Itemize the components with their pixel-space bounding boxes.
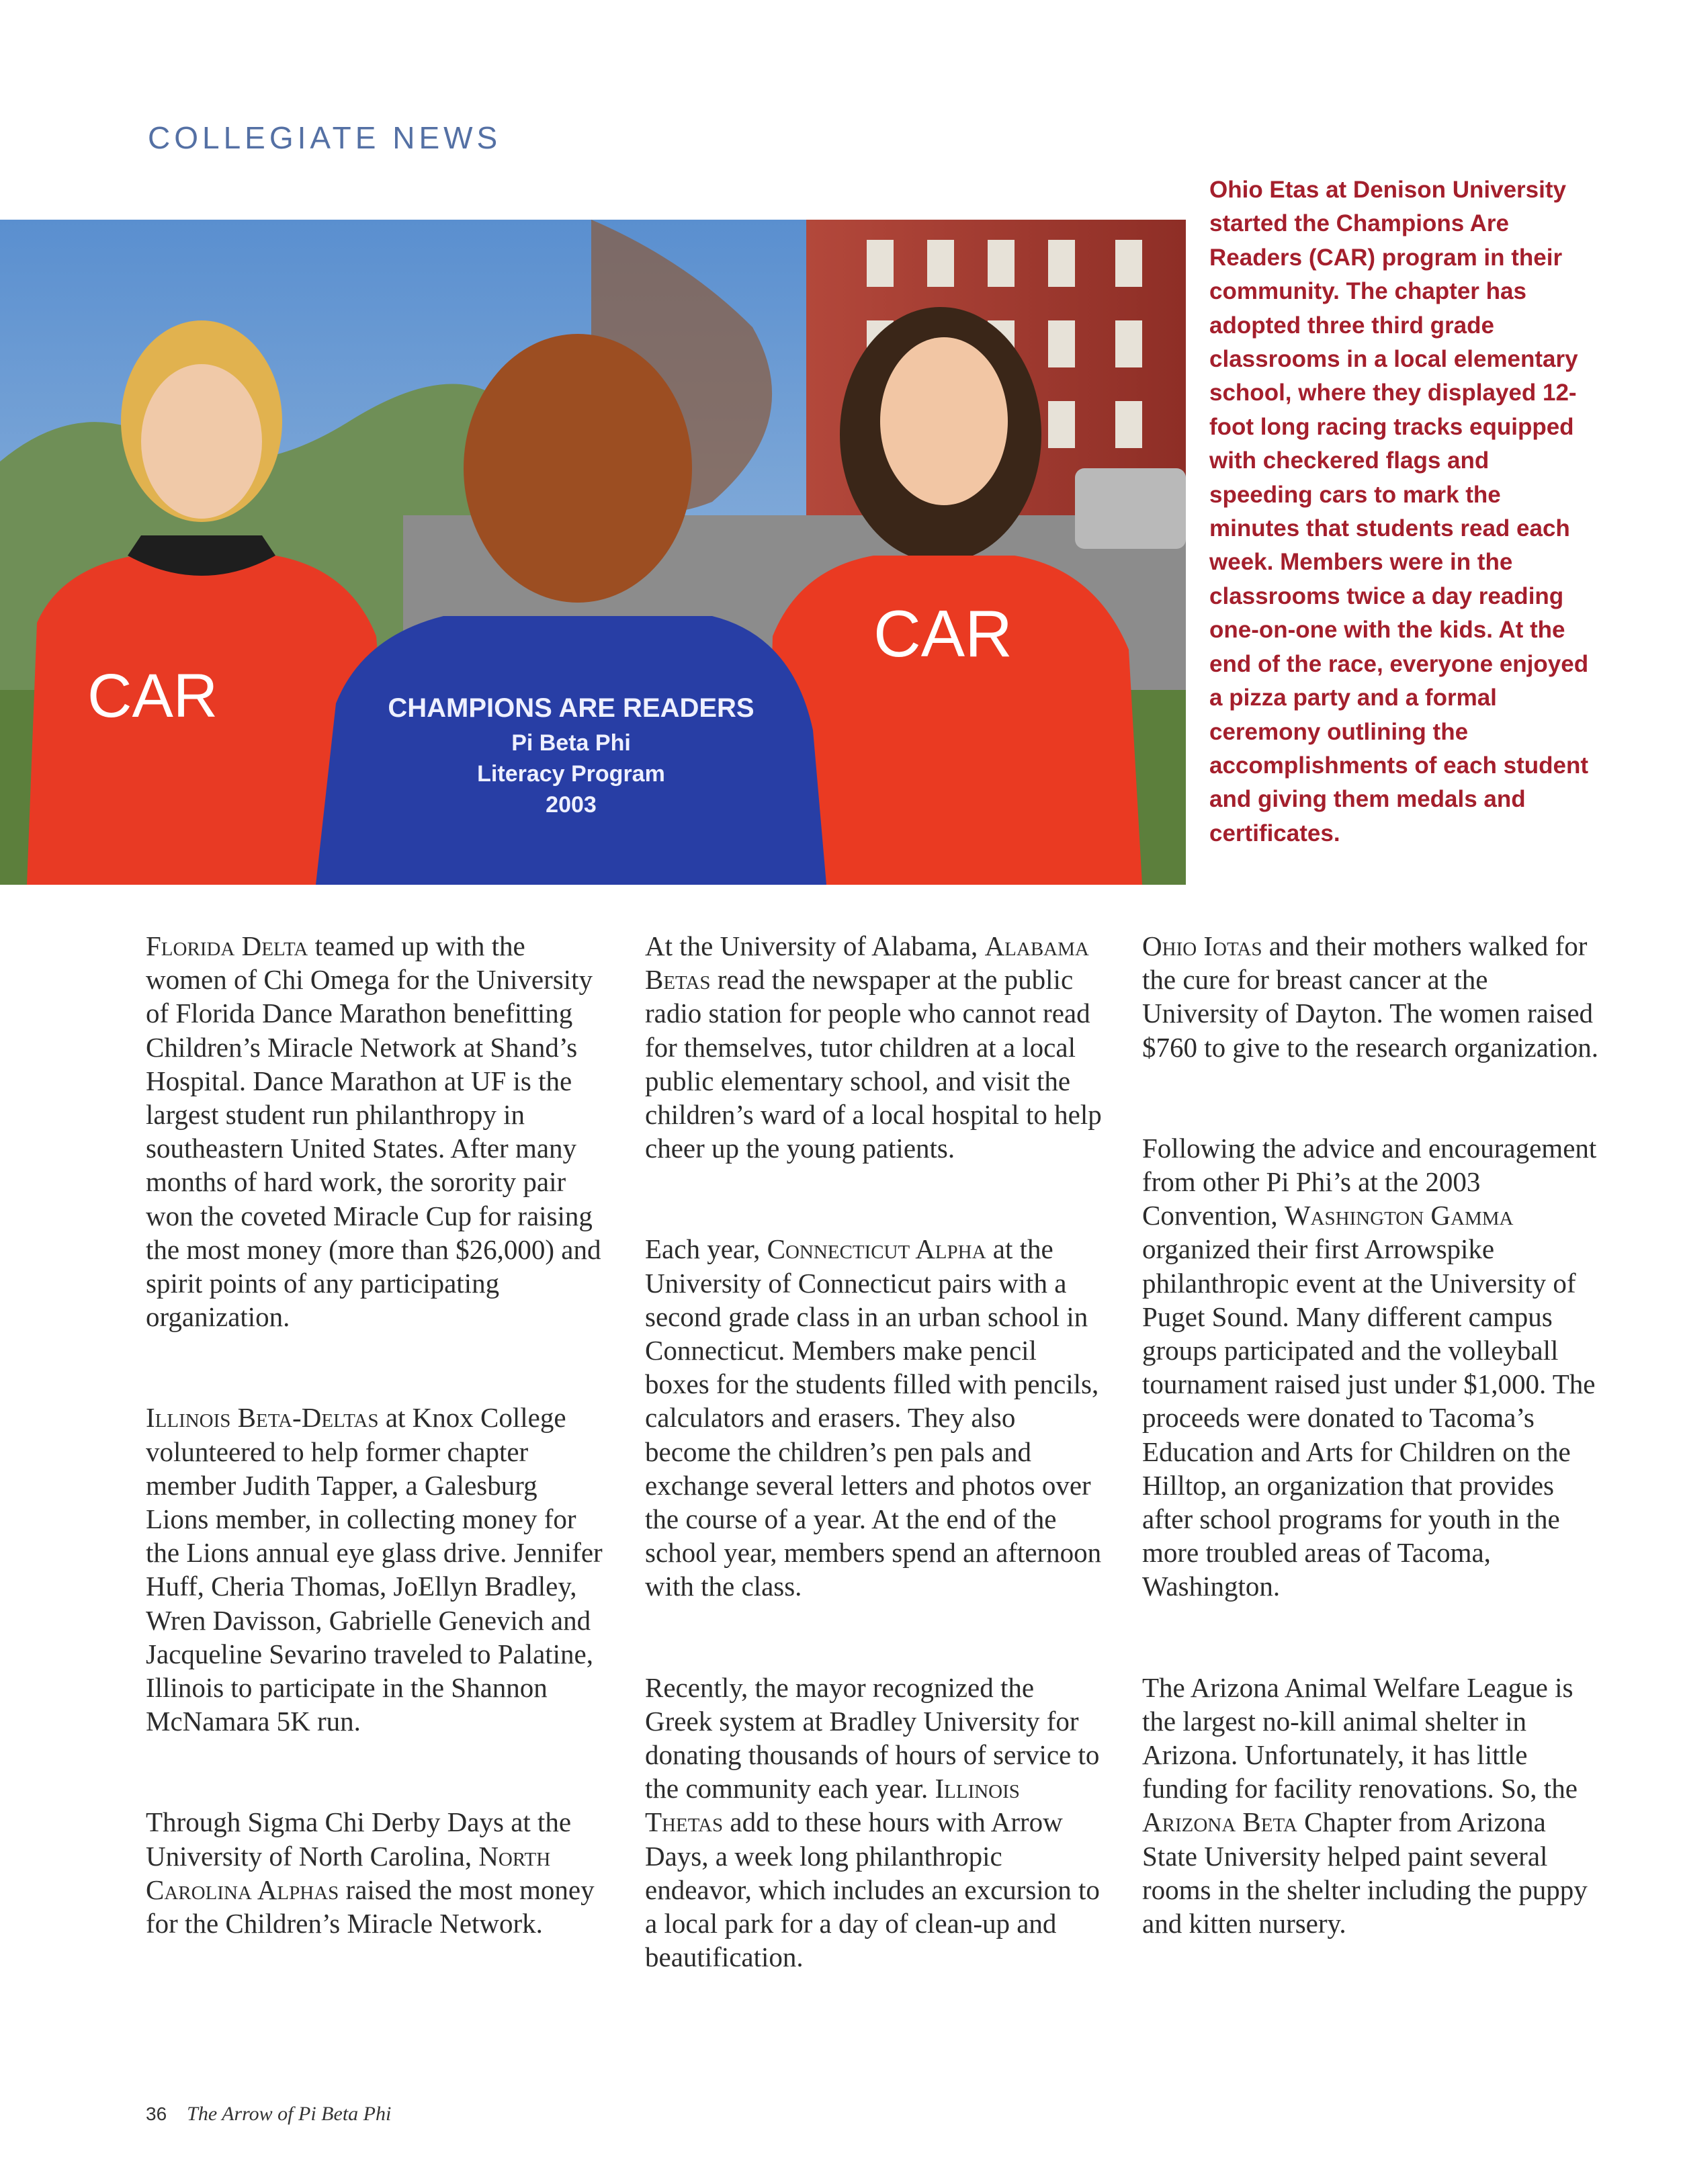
article-text: The Arizona Animal Welfare League is the largest no-kill animal shelter in Arizona. Unfortunately, it has little funding for facility renovations. So, the [1142,1671,1578,1804]
article-text: Chapter from Arizona State University helped paint several rooms in the shelter including the puppy and kitten nursery. [1142,1806,1588,1939]
shirt-center-line2: Pi Beta Phi [511,730,631,756]
column-2 [645,929,1102,2041]
page-number: 36 [146,2103,167,2124]
article-text: read the newspaper at the public radio station for people who cannot read for themselves, tutor children at a local public elementary school, and visit the children’s ward of a local hospital to help cheer up the young patients. [645,964,1102,1164]
article-text: teamed up with the women of Chi Omega for the University of Florida Dance Marathon benefitting Children’s Miracle Network at Shand’s Hospital. Dance Marathon at UF is the largest student run philanthropy in southeastern United States. After many months of hard work, the sorority pair won the coveted Miracle Cup for raising the most money (more than $26,000) and spirit points of any participating organization. [146,930,601,1333]
article-alabama-betas [645,929,1102,1165]
article-text: at the University of Connecticut pairs with a second grade class in an urban school in Connecticut. Members make pencil boxes for the students filled with pencils, calculators and erasers. They also become the children’s pen pals and exchange several letters and photos over the course of a year. At the end of the school year, members spend an afternoon with the class. [645,1233,1102,1602]
section-header: COLLEGIATE NEWS [148,120,502,155]
column-3 [1142,929,1599,2007]
article-north-carolina-alphas [146,1805,603,1940]
page-footer [146,2103,391,2126]
article-florida-delta [146,929,603,1334]
chapter-name: Connecticut Alpha [767,1233,986,1265]
article-text: Through Sigma Chi Derby Days at the University of North Carolina, [146,1806,572,1872]
shirt-center-line3: Literacy Program [477,761,665,787]
chapter-name: Illinois Thetas [645,1773,1020,1838]
publication-title: The Arrow of Pi Beta Phi [187,2103,392,2125]
shirt-right-text: CAR [873,597,1012,670]
photo [0,220,1186,885]
article-text: Recently, the mayor recognized the Greek system at Bradley University for donating thousands of hours of service to the community each year. [645,1671,1100,1804]
chapter-name: North Carolina Alphas [146,1840,551,1905]
shirt-left-text: CAR [87,662,218,730]
article-washington-gamma [1142,1131,1599,1604]
chapter-name: Washington Gamma [1284,1200,1514,1231]
chapter-name: Ohio Iotas [1142,930,1262,961]
shirt-center-line4: 2003 [546,792,597,818]
article-text: Each year, [645,1233,767,1265]
shirt-center-line1: CHAMPIONS ARE READERS [388,693,755,723]
article-text: at Knox College volunteered to help former chapter member Judith Tapper, a Galesburg Lions member, in collecting money for the Lions annual eye glass drive. Jennifer Huff, Cheria Thomas, JoEllyn Bradley, Wren Davisson, Gabrielle Genevich and Jacqueline Sevarino traveled to Palatine, Illinois to participate in the Shannon McNamara 5K run. [146,1402,603,1737]
column-1 [146,929,603,2007]
article-text: add to these hours with Arrow Days, a week long philanthropic endeavor, which includes an excursion to a local park for a day of clean-up and beautification. [645,1806,1100,1973]
article-connecticut-alpha [645,1232,1102,1603]
article-text: and their mothers walked for the cure for breast cancer at the University of Dayton. The women raised $760 to give to the research organization. [1142,930,1598,1063]
chapter-name: Florida Delta [146,930,308,961]
suv [1075,468,1186,549]
article-text: raised the most money for the Children’s Miracle Network. [146,1874,595,1939]
article-ohio-iotas [1142,929,1599,1064]
chapter-name: Alabama Betas [645,930,1089,996]
article-arizona-beta [1142,1671,1599,1941]
article-illinois-beta-deltas [146,1401,603,1738]
chapter-name: Illinois Beta-Deltas [146,1402,379,1434]
photo-caption: Ohio Etas at Denison University started the Champions Are Readers (CAR) program in their community. The chapter has adopted three third grade classrooms in a local elementary school, where they displayed 12-foot long racing tracks equipped with checkered flags and speeding cars to mark the minutes that students read each week. Members were in the classrooms twice a day reading one-on-one with the kids. At the end of the race, everyone enjoyed a pizza party and a formal ceremony outlining the accomplishments of each student and giving them medals and certificates. [1209,177,1589,846]
article-text: At the University of Alabama, [645,930,985,961]
article-text: Following the advice and encouragement from other Pi Phi’s at the 2003 Convention, [1142,1132,1597,1231]
chapter-name: Arizona Beta [1142,1806,1297,1838]
article-text: organized their first Arrowspike philanthropic event at the University of Puget Sound. Many different campus groups participated and the volleyball tournament raised just under $1,000. The proceeds were donated to Tacoma’s Education and Arts for Children on the Hilltop, an organization that provides after school programs for youth in the more troubled areas of Tacoma, Washington. [1142,1233,1596,1602]
article-illinois-thetas [645,1671,1102,1974]
